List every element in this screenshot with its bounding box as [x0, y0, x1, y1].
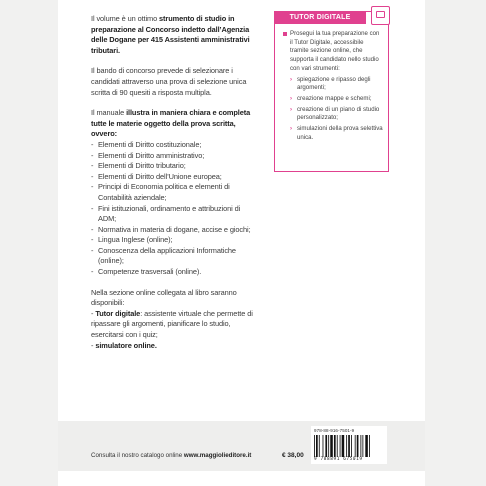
online-paragraph — [91, 288, 259, 352]
barcode-digits: 9 788891 675019 — [314, 457, 363, 462]
subject-item: - Fini istituzionali, ordinamento e attribuzioni di ADM; — [91, 204, 259, 225]
catalog-line — [91, 452, 251, 459]
barcode-bar — [351, 435, 352, 457]
subject-item: - Principi di Economia politica e elementi di Contabilità aziendale; — [91, 182, 259, 203]
subject-item: - Elementi di Diritto dell’Unione europea; — [91, 172, 259, 183]
barcode-bar — [325, 435, 327, 457]
intro-paragraph — [91, 14, 259, 56]
description — [91, 14, 259, 351]
catalog-text: Consulta il nostro catalogo online — [91, 452, 184, 459]
tutor-intro-text: Prosegui la tua preparazione con il Tutor Digitale, accessibile tramite sezione online, che supporta il candidato nello studio con vari strumenti: — [290, 30, 380, 72]
tutor-digitale-text: : assistente virtuale che permette di ripassare gli argomenti, pianificare lo studio, esercitarsi con i quiz; — [91, 308, 253, 340]
barcode-bar — [348, 435, 350, 457]
subject-item: - Elementi di Diritto costituzionale; — [91, 140, 259, 151]
subject-item: - Elementi di Diritto tributario; — [91, 161, 259, 172]
manual-bold-text: illustra in maniera chiara e completa tutte le materie oggetto della prova scritta, ovvero: — [91, 108, 251, 139]
barcode-bar — [319, 435, 320, 457]
barcode-bar — [346, 435, 347, 457]
barcode-bar — [316, 435, 318, 457]
barcode-bar — [357, 435, 359, 457]
subject-item: - Elementi di Diritto amministrativo; — [91, 151, 259, 162]
subject-item: - Conoscenza della applicazioni Informatiche (online); — [91, 246, 259, 267]
tutor-feature-list — [283, 76, 383, 143]
subject-list — [91, 140, 259, 278]
isbn-barcode-box — [311, 426, 387, 464]
tutor-intro — [283, 30, 383, 74]
tutor-feature-item: › creazione di un piano di studio personalizzato; — [283, 106, 383, 123]
subject-item: - Normativa in materia di dogane, accise e giochi; — [91, 225, 259, 236]
dash: - — [91, 308, 96, 318]
online-intro: Nella sezione online collegata al libro saranno disponibili: — [91, 287, 237, 308]
square-bullet-icon — [283, 32, 287, 36]
barcode-bar — [360, 435, 361, 457]
footer-band — [58, 421, 425, 471]
barcode-bar — [342, 435, 345, 457]
barcode-bar — [323, 435, 324, 457]
barcode-bar — [337, 435, 338, 457]
price: € 38,00 — [282, 452, 304, 459]
tutor-feature-item: › simulazioni della prova selettiva unica. — [283, 125, 383, 142]
manual-paragraph — [91, 108, 259, 140]
barcode-bar — [340, 435, 341, 457]
intro-bold-text: strumento di studio in preparazione al Concorso indetto dall’Agenzia delle Dogane per 415 Assistenti amministrativi tributari. — [91, 14, 250, 55]
barcode-bar — [365, 435, 368, 457]
catalog-link[interactable]: www.maggiolieditore.it — [183, 452, 252, 459]
subject-item: - Competenze trasversali (online). — [91, 267, 259, 278]
barcode-bar — [334, 435, 336, 457]
tutor-digitale-body — [283, 30, 383, 144]
exam-paragraph: Il bando di concorso prevede di selezionare i candidati attraverso una prova di selezione unica scritta di 90 quesiti a risposta multipla. — [91, 66, 247, 97]
manual-text: Il manuale — [91, 108, 127, 118]
barcode-bar — [314, 435, 315, 457]
barcode-bar — [330, 435, 333, 457]
barcode-bar — [369, 435, 370, 457]
dash: - — [91, 340, 96, 350]
isbn-number: 978-88-916-7501-9 — [314, 428, 355, 433]
tutor-device-icon — [371, 6, 390, 25]
tutor-digitale-header: TUTOR DIGITALE — [274, 11, 366, 24]
simulatore-label: simulatore online. — [95, 340, 157, 350]
tutor-digitale-label: Tutor digitale — [95, 308, 141, 318]
subject-item: - Lingua Inglese (online); — [91, 235, 259, 246]
intro-text: Il volume è un ottimo — [91, 14, 160, 23]
barcode-bar — [355, 435, 356, 457]
barcode-bar — [328, 435, 329, 457]
barcode-bar — [362, 435, 363, 457]
barcode-icon — [314, 435, 384, 457]
tutor-feature-item: › creazione mappe e schemi; — [283, 95, 383, 104]
tutor-digitale-box — [274, 11, 389, 172]
tutor-feature-item: › spiegazione e ripasso degli argomenti; — [283, 76, 383, 93]
